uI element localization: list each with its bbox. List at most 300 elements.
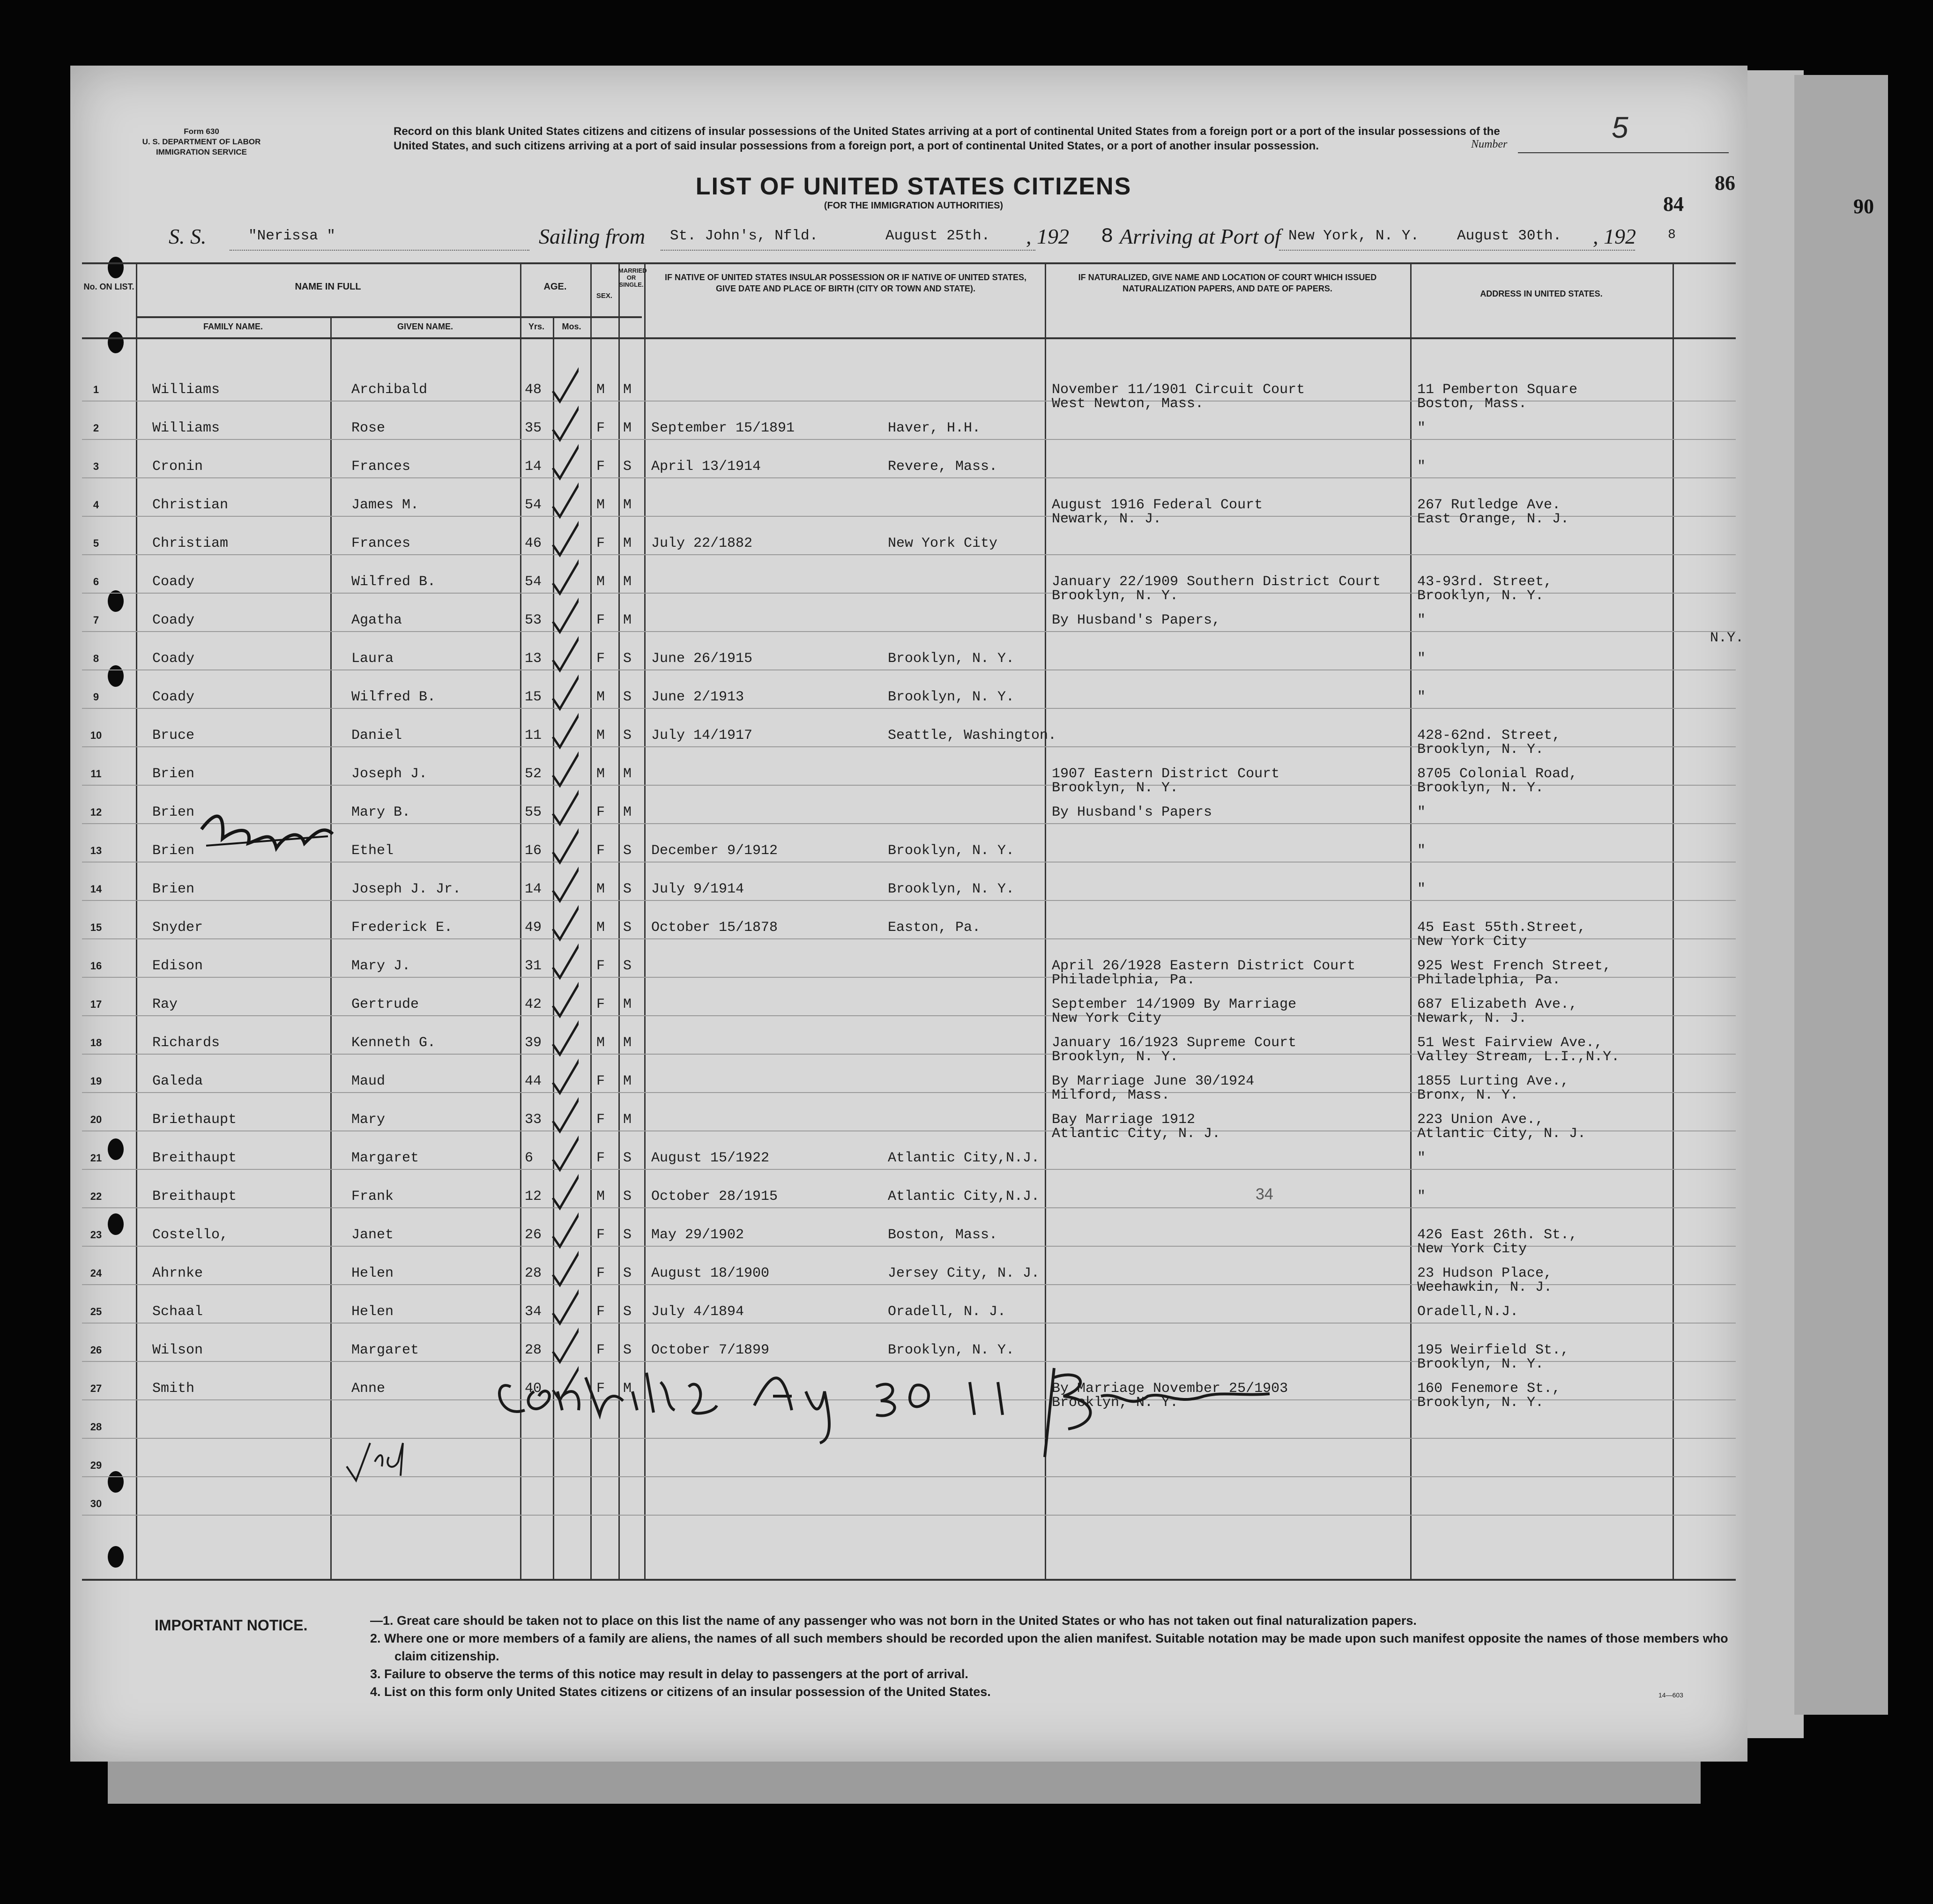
row-number: 23 [90,1229,102,1241]
row-number: 30 [90,1498,102,1510]
age-years: 15 [525,689,542,705]
address-line-2: Brooklyn, N. Y. [1417,742,1544,758]
address-line-2: Weehawkin, N. J. [1417,1279,1553,1295]
header-yrs: Yrs. [528,322,545,331]
row-rule [82,631,1736,632]
given-name: Frances [351,459,411,475]
birth-place: Seattle, Washington. [888,728,1057,744]
col-rule [1410,262,1412,1579]
service-name: IMMIGRATION SERVICE [156,148,247,156]
ship-underline [230,250,529,251]
birth-place: Easton, Pa. [888,920,981,936]
family-name: Coady [152,612,195,628]
address-line-2: East Orange, N. J. [1417,511,1569,527]
number-underline [1518,152,1729,153]
address-line-2: Brooklyn, N. Y. [1417,780,1544,796]
given-name: Rose [351,420,386,436]
marital-status: S [623,1150,632,1166]
birth-place: New York City [888,536,998,551]
bottom-page-edge [108,1762,1701,1804]
sex: F [596,612,605,628]
age-years: 33 [525,1112,542,1128]
page-title: LIST OF UNITED STATES CITIZENS [695,173,1132,200]
given-name: Margaret [351,1342,419,1358]
family-name: Brien [152,804,195,820]
check-mark-icon [550,747,579,789]
notice-item: 2. Where one or more members of a family are aliens, the names of all such members should be recorded upon the alien manifest. Suitable notation may be made upon such manifest opposite the names of those members who claim citizenship. [370,1631,1728,1663]
age-years: 44 [525,1073,542,1089]
voyage-details [70,224,1747,257]
family-name: Williams [152,382,220,398]
birth-date: June 26/1915 [651,651,753,667]
sailing-date: August 25th. [885,228,990,244]
sex: F [596,1304,605,1320]
arriving-date: August 30th. [1457,228,1562,244]
family-name: Coady [152,651,195,667]
naturalization-location: Newark, N. J. [1052,511,1162,527]
header-age: AGE. [543,282,567,292]
check-mark-icon [550,670,579,713]
page-number: 84 [1663,193,1684,216]
check-mark-icon [550,1208,579,1250]
naturalization-location: Milford, Mass. [1052,1087,1170,1103]
address-line-1: " [1417,459,1426,475]
naturalization-location: West Newton, Mass. [1052,396,1204,412]
address-line-1: 8705 Colonial Road, [1417,766,1578,782]
family-name: Brien [152,766,195,782]
age-years: 42 [525,997,542,1012]
check-mark-icon [550,1016,579,1058]
marital-status: M [623,1112,632,1128]
birth-date: December 9/1912 [651,843,778,859]
birth-date: August 18/1900 [651,1265,770,1281]
arriving-underline [1279,250,1635,251]
marital-status: M [623,1073,632,1089]
sex: F [596,420,605,436]
row-rule [82,477,1736,478]
address-line-2: Atlantic City, N. J. [1417,1126,1586,1142]
age-years: 14 [525,881,542,897]
given-name: Anne [351,1381,386,1397]
sex: F [596,459,605,475]
address-line-1: 925 West French Street, [1417,958,1612,974]
naturalization-court: Bay Marriage 1912 [1052,1112,1196,1128]
sailing-from-label: Sailing from [539,224,646,248]
naturalization-court: January 22/1909 Southern District Court [1052,574,1381,590]
age-name-subrule [136,316,642,318]
row-number: 18 [90,1037,102,1049]
address-line-1: 195 Weirfield St., [1417,1342,1569,1358]
row-number: 6 [93,576,99,588]
family-name: Bruce [152,728,195,744]
header-married-single: MARRIED OR SINGLE. [618,267,647,288]
address-line-1: 43-93rd. Street, [1417,574,1553,590]
row-rule [82,669,1736,670]
address-line-1: 428-62nd. Street, [1417,728,1561,744]
given-name: Mary [351,1112,386,1128]
marital-status: S [623,920,632,936]
col-rule [136,262,137,1579]
address-line-1: 223 Union Ave., [1417,1112,1544,1128]
row-rule [82,1323,1736,1324]
age-years: 46 [525,536,542,551]
marital-status: S [623,651,632,667]
address-line-2: Newark, N. J. [1417,1011,1527,1026]
year-digit: 8 [1668,228,1676,242]
row-number: 9 [93,691,99,703]
family-name: Ray [152,997,178,1012]
marital-status: S [623,958,632,974]
marital-status: M [623,766,632,782]
header-mos: Mos. [562,322,581,331]
check-mark-icon [550,1093,579,1135]
col-rule [330,316,332,1579]
marital-status: M [623,497,632,513]
age-years: 55 [525,804,542,820]
naturalization-court: January 16/1923 Supreme Court [1052,1035,1297,1051]
address-line-1: 45 East 55th.Street, [1417,920,1586,936]
list-number: 5 [1612,111,1628,144]
row-rule [82,439,1736,440]
sex: F [596,1073,605,1089]
address-line-2: Brooklyn, N. Y. [1417,1395,1544,1411]
check-mark-icon [550,709,579,751]
check-mark-icon [550,1131,579,1174]
row-number: 5 [93,537,99,549]
year-prefix: , 192 [1026,224,1069,248]
age-years: 35 [525,420,542,436]
naturalization-court: 1907 Eastern District Court [1052,766,1280,782]
sex: F [596,1342,605,1358]
page-number: 86 [1715,171,1735,194]
marital-status: S [623,1189,632,1205]
row-number: 16 [90,960,102,972]
address-line-2: New York City [1417,934,1527,950]
page-subtitle: (FOR THE IMMIGRATION AUTHORITIES) [824,201,1004,211]
naturalization-location: Atlantic City, N. J. [1052,1126,1221,1142]
naturalization-court: By Marriage November 25/1903 [1052,1381,1288,1397]
row-rule [82,1515,1736,1516]
address-line-1: " [1417,804,1426,820]
marital-status: M [623,997,632,1012]
family-name: Brien [152,843,195,859]
header-sex: SEX. [596,292,613,300]
sex: F [596,1381,605,1397]
given-name: Gertrude [351,997,419,1012]
notice-item: 3. Failure to observe the terms of this notice may result in delay to passengers at the port of arrival. [370,1667,968,1681]
check-mark-icon [550,478,579,521]
birth-place: Atlantic City,N.J. [888,1189,1040,1205]
family-name: Schaal [152,1304,203,1320]
birth-place: Brooklyn, N. Y. [888,689,1015,705]
family-name: Christiam [152,536,229,551]
age-years: 34 [525,1304,542,1320]
marital-status: S [623,843,632,859]
check-mark-icon [550,939,579,982]
naturalization-location: Brooklyn, N. Y. [1052,780,1179,796]
address-line-1: " [1417,420,1426,436]
given-name: Ethel [351,843,394,859]
age-years: 49 [525,920,542,936]
address-line-1: 23 Hudson Place, [1417,1265,1553,1281]
marital-status: M [623,612,632,628]
marital-status: M [623,804,632,820]
birth-place: Atlantic City,N.J. [888,1150,1040,1166]
family-name: Wilson [152,1342,203,1358]
naturalization-court: By Husband's Papers, [1052,612,1221,628]
age-years: 12 [525,1189,542,1205]
row-rule [82,708,1736,709]
given-name: Wilfred B. [351,689,436,705]
header-name-in-full: NAME IN FULL [295,282,361,292]
naturalization-location: Brooklyn, N. Y. [1052,588,1179,604]
age-years: 53 [525,612,542,628]
notice-lead: IMPORTANT NOTICE. [155,1617,308,1634]
sex: M [596,881,605,897]
header-address: ADDRESS IN UNITED STATES. [1480,289,1603,298]
address-line-1: Oradell,N.J. [1417,1304,1519,1320]
address-line-1: " [1417,1150,1426,1166]
birth-place: Revere, Mass. [888,459,998,475]
family-name: Brien [152,881,195,897]
department-name: U. S. DEPARTMENT OF LABOR [142,137,261,146]
row-number: 19 [90,1075,102,1087]
header-birth: IF NATIVE OF UNITED STATES INSULAR POSSESSION OR IF NATIVE OF UNITED STATES, GIVE DATE AND PLACE OF BIRTH (CITY OR TOWN AND STATE). [664,273,1027,293]
col-rule [1673,262,1674,1579]
row-number: 27 [90,1383,102,1394]
birth-date: September 15/1891 [651,420,795,436]
sex: F [596,651,605,667]
address-line-2: Valley Stream, L.I.,N.Y. [1417,1049,1620,1065]
birth-date: June 2/1913 [651,689,744,705]
ss-label: S. S. [169,224,207,248]
notice-item: —1. Great care should be taken not to place on this list the name of any passenger who was not born in the United States or who has not taken out final naturalization papers. [370,1614,1417,1628]
family-name: Coady [152,689,195,705]
check-mark-icon [550,517,579,559]
naturalization-court: September 14/1909 By Marriage [1052,997,1297,1012]
row-rule [82,1207,1736,1208]
row-number: 14 [90,883,102,895]
sailing-underline [661,250,1035,251]
check-mark-icon [550,978,579,1020]
marital-status: S [623,881,632,897]
marital-status: M [623,420,632,436]
age-years: 13 [525,651,542,667]
given-name: Agatha [351,612,402,628]
form-code: 14—603 [1658,1691,1683,1699]
birth-place: Oradell, N. J. [888,1304,1006,1320]
check-mark-icon [550,402,579,444]
notice-items [370,1612,1729,1701]
age-years: 26 [525,1227,542,1243]
header-naturalized: IF NATURALIZED, GIVE NAME AND LOCATION OF COURT WHICH ISSUED NATURALIZATION PAPERS, AND DATE OF PAPERS. [1078,273,1377,293]
handwritten-completion-note [492,1349,1335,1471]
check-mark-icon [550,1247,579,1289]
page-number: 90 [1851,194,1877,218]
sex: F [596,1150,605,1166]
row-number: 4 [93,499,99,511]
age-years: 28 [525,1265,542,1281]
sex: F [596,1265,605,1281]
sex: M [596,689,605,705]
family-name: Coady [152,574,195,590]
birth-place: Brooklyn, N. Y. [888,843,1015,859]
marital-status: S [623,1342,632,1358]
sex: F [596,804,605,820]
sex: M [596,382,605,398]
address-line-1: 1855 Lurting Ave., [1417,1073,1569,1089]
sailing-port: St. John's, Nfld. [670,228,818,244]
row-number: 29 [90,1459,102,1471]
check-mark-icon [550,1170,579,1212]
birth-date: July 9/1914 [651,881,744,897]
given-name: James M. [351,497,419,513]
row-number: 26 [90,1344,102,1356]
sex: F [596,958,605,974]
margin-note: N.Y. [1710,630,1744,646]
address-line-1: 426 East 26th. St., [1417,1227,1578,1243]
row-number: 20 [90,1114,102,1125]
underlying-page-edge-2 [1794,75,1888,1715]
sex: M [596,574,605,590]
arriving-port: New York, N. Y. [1288,228,1420,244]
family-name: Breithaupt [152,1150,237,1166]
birth-place: Brooklyn, N. Y. [888,881,1015,897]
row-number: 22 [90,1190,102,1202]
given-name: Joseph J. Jr. [351,881,461,897]
family-name: Briethaupt [152,1112,237,1128]
stamp-number: 34 [1256,1185,1273,1203]
sex: F [596,997,605,1012]
birth-place: Boston, Mass. [888,1227,998,1243]
given-name: Frederick E. [351,920,453,936]
header-family-name: FAMILY NAME. [203,322,263,331]
given-name: Mary B. [351,804,411,820]
row-rule [82,554,1736,555]
marital-status: S [623,1304,632,1320]
address-line-2: Boston, Mass. [1417,396,1527,412]
row-number: 7 [93,614,99,626]
given-name: Mary J. [351,958,411,974]
given-name: Maud [351,1073,386,1089]
age-years: 48 [525,382,542,398]
birth-date: October 28/1915 [651,1189,778,1205]
family-name: Breithaupt [152,1189,237,1205]
marital-status: S [623,459,632,475]
sex: M [596,920,605,936]
row-number: 2 [93,422,99,434]
naturalization-location: New York City [1052,1011,1162,1026]
sex: M [596,728,605,744]
address-line-1: 11 Pemberton Square [1417,382,1578,398]
naturalization-location: Philadelphia, Pa. [1052,972,1196,988]
check-mark-icon [550,901,579,943]
given-name: Helen [351,1265,394,1281]
address-line-2: Brooklyn, N. Y. [1417,588,1544,604]
arriving-label: Arriving at Port of [1120,224,1281,248]
age-years: 6 [525,1150,534,1166]
check-mark-icon [550,786,579,828]
check-mark-icon [550,632,579,674]
year-digit: 8 [1101,225,1114,248]
address-line-1: 687 Elizabeth Ave., [1417,997,1578,1012]
address-line-2: Philadelphia, Pa. [1417,972,1561,988]
family-name: Costello, [152,1227,229,1243]
age-years: 11 [525,728,542,744]
marital-status: M [623,574,632,590]
naturalization-location: Brooklyn, N. Y. [1052,1395,1179,1411]
row-number: 3 [93,461,99,472]
given-name: Janet [351,1227,394,1243]
family-name: Smith [152,1381,195,1397]
given-name: Joseph J. [351,766,428,782]
form-identification [126,126,276,157]
check-mark-icon [550,594,579,636]
age-years: 14 [525,459,542,475]
sex: M [596,497,605,513]
address-line-1: 160 Fenemore St., [1417,1381,1561,1397]
marital-status: S [623,689,632,705]
ship-name: "Nerissa " [248,228,336,244]
birth-date: July 4/1894 [651,1304,744,1320]
row-number: 28 [90,1421,102,1433]
check-mark-icon [550,1285,579,1327]
check-mark-icon [550,824,579,866]
birth-place: Brooklyn, N. Y. [888,1342,1015,1358]
citizen-list-form [70,66,1747,1762]
naturalization-court: By Husband's Papers [1052,804,1212,820]
given-name: Helen [351,1304,394,1320]
marital-status: S [623,728,632,744]
sex: F [596,1112,605,1128]
family-name: Edison [152,958,203,974]
family-name: Snyder [152,920,203,936]
age-years: 54 [525,574,542,590]
birth-date: October 15/1878 [651,920,778,936]
given-name: Margaret [351,1150,419,1166]
given-name: Daniel [351,728,402,744]
row-number: 15 [90,922,102,933]
header-given-name: GIVEN NAME. [397,322,453,331]
sex: F [596,843,605,859]
row-rule [82,1476,1736,1477]
row-number: 12 [90,806,102,818]
address-line-1: " [1417,689,1426,705]
address-line-2: Brooklyn, N. Y. [1417,1356,1544,1372]
record-instructions: Record on this blank United States citizens and citizens of insular possessions of the United States arriving at a port of continental United States from a foreign port or a port of the insular possessions of the United States, and such citizens arriving at a port of said insular possessions from a foreign port, a port of continental United States, or a port of another insular possession. [394,125,1500,152]
row-number: 25 [90,1306,102,1317]
given-name: Frank [351,1189,394,1205]
family-name: Richards [152,1035,220,1051]
marital-status: S [623,1265,632,1281]
row-number: 24 [90,1267,102,1279]
address-line-2: New York City [1417,1241,1527,1257]
check-mark-icon [550,363,579,405]
address-line-1: 267 Rutledge Ave. [1417,497,1561,513]
family-name: Cronin [152,459,203,475]
family-name: Williams [152,420,220,436]
birth-date: July 14/1917 [651,728,753,744]
given-name: Archibald [351,382,428,398]
given-name: Frances [351,536,411,551]
sex: M [596,1035,605,1051]
sex: M [596,1189,605,1205]
naturalization-location: Brooklyn, N. Y. [1052,1049,1179,1065]
row-number: 1 [93,384,99,395]
birth-date: April 13/1914 [651,459,761,475]
row-number: 11 [90,768,102,780]
address-line-1: " [1417,843,1426,859]
